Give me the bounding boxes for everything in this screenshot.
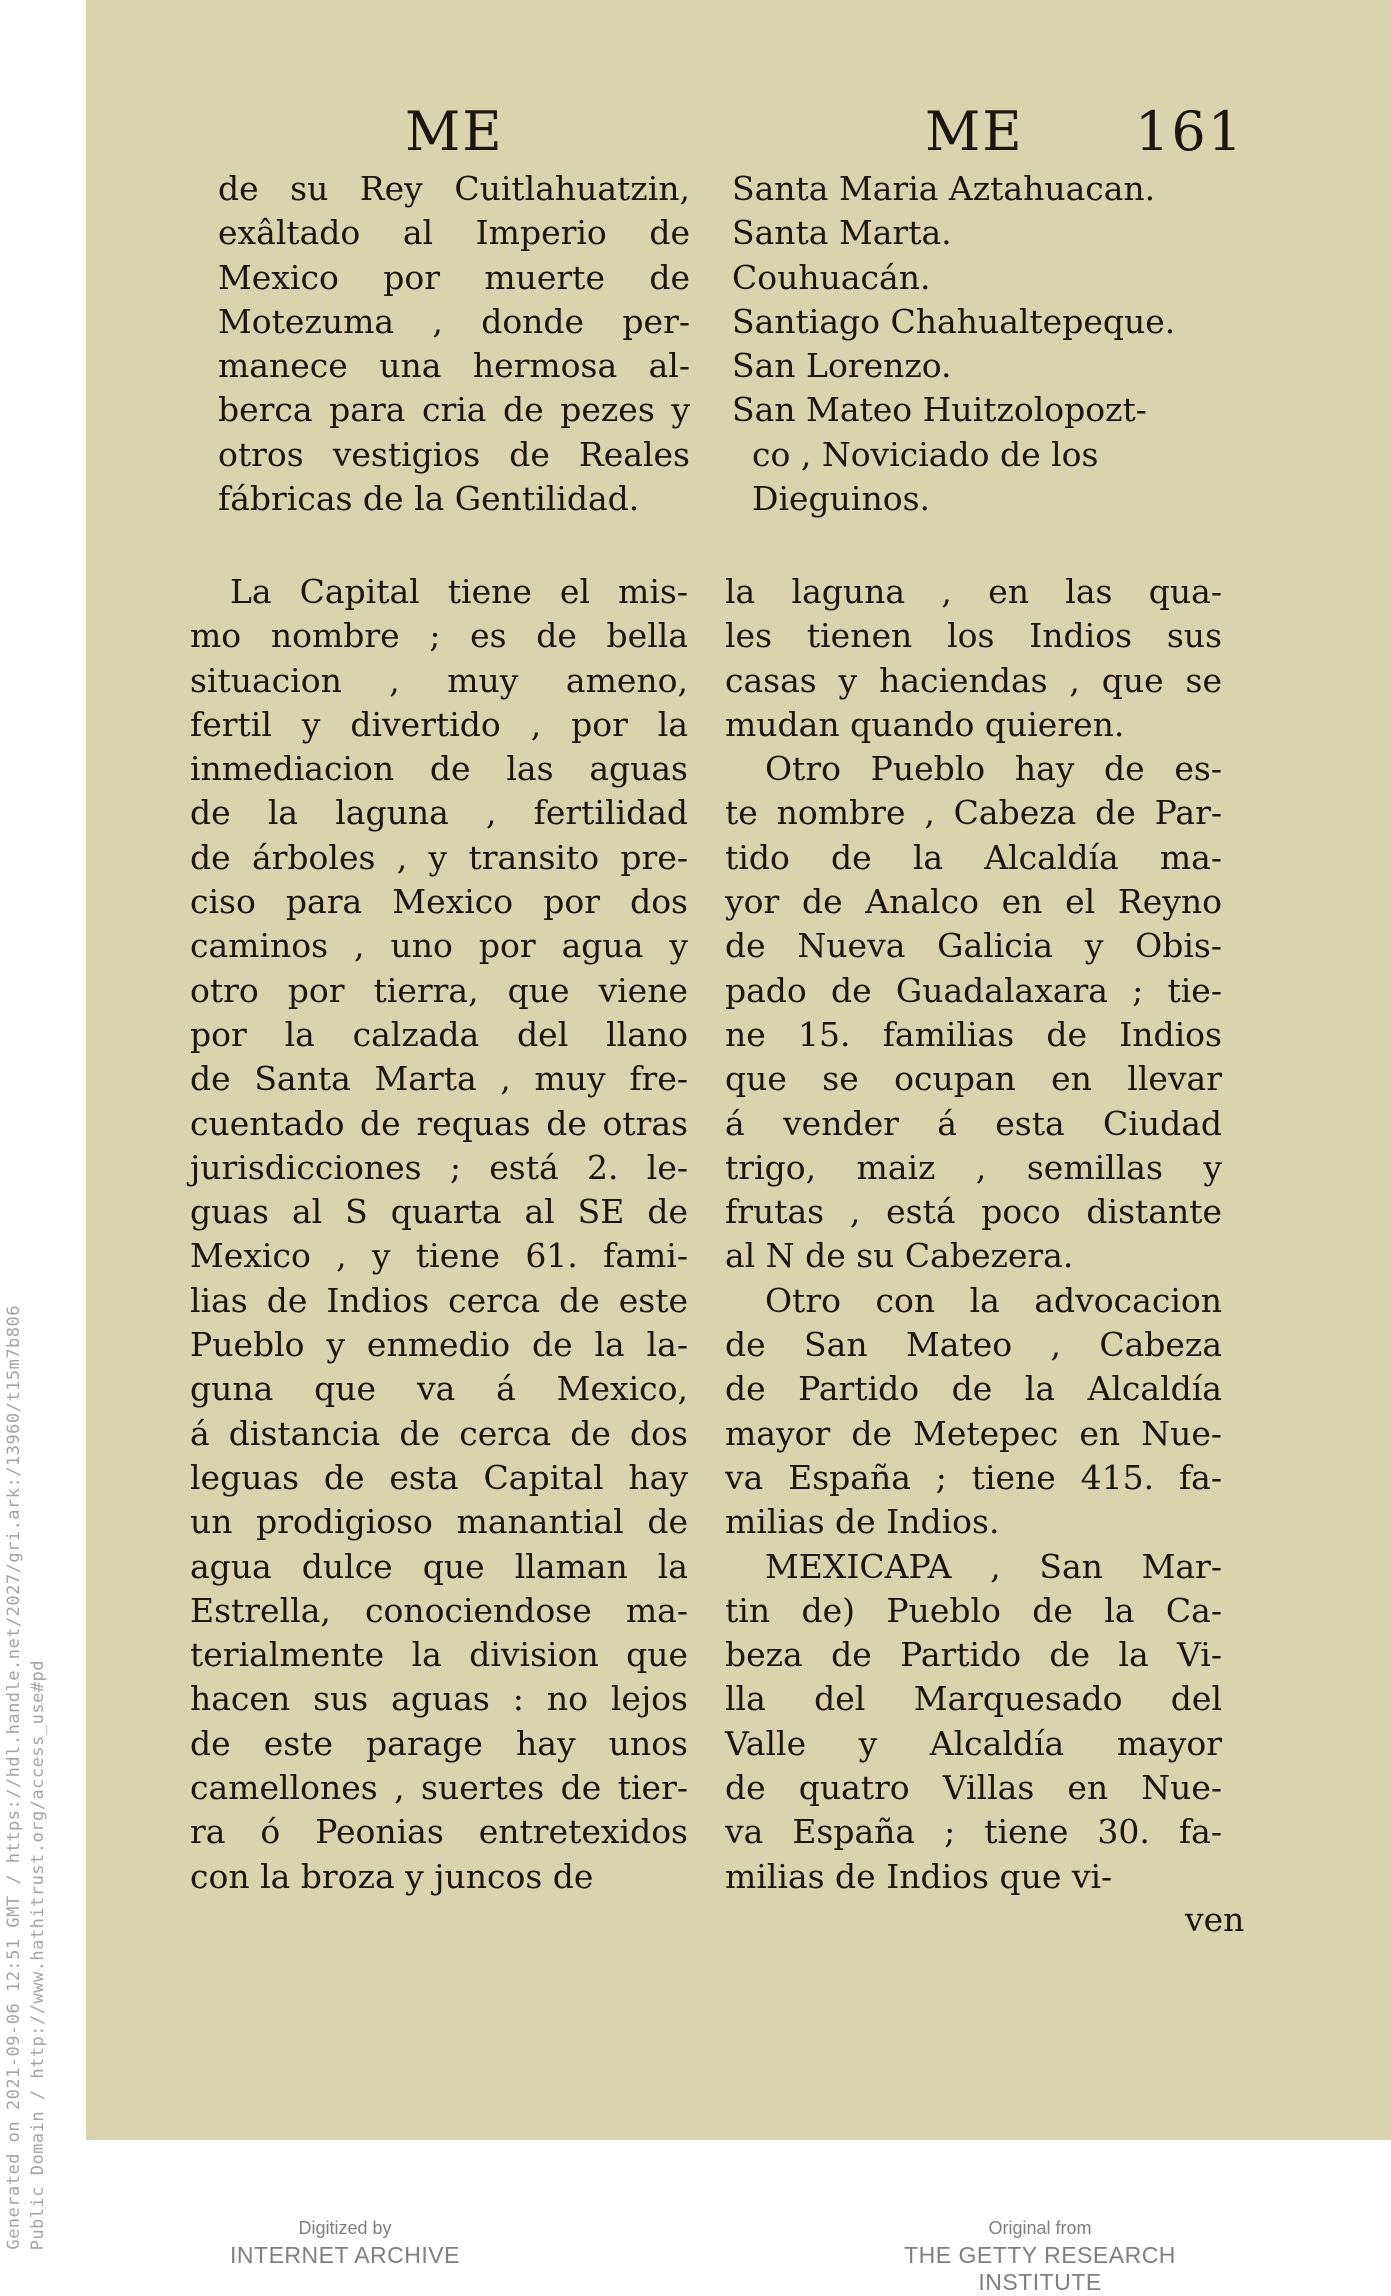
right-column-block-2 [725, 570, 1222, 1899]
text-line: jurisdicciones ; está 2. le- [190, 1147, 688, 1187]
text-line: va España ; tiene 30. fa- [725, 1812, 1222, 1852]
text-line: Estrella, conociendose ma- [190, 1590, 688, 1630]
text-line: yor de Analco en el Reyno [725, 882, 1222, 922]
text-line: La Capital tiene el mis- [230, 572, 688, 611]
right-column-block-1 [732, 167, 1222, 521]
text-line: tin de) Pueblo de la Ca- [725, 1590, 1222, 1630]
text-line: de Santa Marta , muy fre- [190, 1059, 688, 1099]
left-column-block-2 [190, 570, 688, 1899]
text-line: con la broza y juncos de [190, 1856, 594, 1896]
text-line: ne 15. familias de Indios [725, 1014, 1222, 1054]
text-line: Mexico , y tiene 61. fami- [190, 1236, 688, 1276]
text-line: camellones , suertes de tier- [190, 1768, 688, 1808]
footer-digitized-by [230, 2218, 460, 2269]
text-line: les tienen los Indios sus [725, 616, 1222, 656]
text-line: hacen sus aguas : no lejos [190, 1679, 688, 1719]
text-line: co , Noviciado de los [752, 434, 1099, 474]
text-line: mudan quando quieren. [725, 704, 1125, 744]
text-line: Santa Maria Aztahuacan. [732, 169, 1156, 208]
text-line: que se ocupan en llevar [725, 1059, 1222, 1099]
text-line: al N de su Cabezera. [725, 1236, 1074, 1276]
text-line: Couhuacán. [732, 257, 931, 297]
watermark-line: Public Domain / http://www.hathitrust.org/access_use#pd [28, 1659, 48, 2250]
text-line: de la laguna , fertilidad [190, 793, 688, 833]
text-line: Otro con la advocacion [765, 1280, 1222, 1320]
text-line: milias de Indios. [725, 1502, 1000, 1542]
footer-label: Original from [988, 2218, 1092, 2238]
text-line: inmediacion de las aguas [190, 749, 688, 789]
text-line: de este parage hay unos [190, 1723, 688, 1763]
text-line: Otro Pueblo hay de es- [765, 749, 1222, 789]
text-line: la laguna , en las qua- [725, 572, 1222, 611]
text-line: de San Mateo , Cabeza [725, 1325, 1222, 1365]
footer-original-from [850, 2218, 1230, 2296]
text-line: Mexico por muerte de [218, 257, 690, 297]
text-line: va España ; tiene 415. fa- [725, 1457, 1222, 1497]
text-line: casas y haciendas , que se [725, 660, 1222, 700]
text-line: leguas de esta Capital hay [190, 1457, 688, 1497]
text-line: Dieguinos. [752, 479, 931, 519]
header-left-word: ME [405, 100, 504, 163]
text-line: trigo, maiz , semillas y [725, 1147, 1222, 1187]
text-line: ciso para Mexico por dos [190, 882, 688, 922]
text-line: te nombre , Cabeza de Par- [725, 793, 1222, 833]
footer-source: THE GETTY RESEARCH INSTITUTE [904, 2242, 1176, 2295]
text-line: un prodigioso manantial de [190, 1502, 688, 1542]
text-line: pado de Guadalaxara ; tie- [725, 970, 1222, 1010]
text-line: de su Rey Cuitlahuatzin, [218, 169, 690, 208]
text-line: á distancia de cerca de dos [190, 1413, 688, 1453]
text-line: milias de Indios que vi- [725, 1856, 1113, 1896]
footer-source: INTERNET ARCHIVE [230, 2242, 460, 2268]
catchword: ven [1185, 1900, 1245, 1939]
text-line: ra ó Peonias entretexidos [190, 1812, 688, 1852]
text-line: de árboles , y transito pre- [190, 837, 688, 877]
text-line: por la calzada del llano [190, 1014, 688, 1054]
text-line: exâltado al Imperio de [218, 213, 690, 253]
text-line: guas al S quarta al SE de [190, 1192, 688, 1232]
text-line: agua dulce que llaman la [190, 1546, 688, 1586]
text-line: Pueblo y enmedio de la la- [190, 1325, 688, 1365]
text-line: fábricas de la Gentilidad. [218, 479, 640, 519]
text-line: frutas , está poco distante [725, 1192, 1222, 1232]
text-line: situacion , muy ameno, [190, 660, 688, 700]
text-line: mayor de Metepec en Nue- [725, 1413, 1222, 1453]
left-column-block-1 [218, 167, 690, 521]
text-line: caminos , uno por agua y [190, 926, 688, 966]
text-line: San Mateo Huitzolopozt- [732, 390, 1147, 430]
watermark-line: Generated on 2021-09-06 12:51 GMT / https://hdl.handle.net/2027/gri.ark:/13960/t15m7b806 [4, 1305, 24, 2250]
text-line: terialmente la division que [190, 1635, 688, 1675]
text-line: Santa Marta. [732, 213, 952, 253]
text-line: otro por tierra, que viene [190, 970, 688, 1010]
watermark [0, 1130, 60, 2250]
text-line: berca para cria de pezes y [218, 390, 690, 430]
text-line: Santiago Chahualtepeque. [732, 301, 1176, 341]
text-line: manece una hermosa al- [218, 346, 690, 386]
text-line: fertil y divertido , por la [190, 704, 688, 744]
text-line: tido de la Alcaldía ma- [725, 837, 1222, 877]
text-line: de Nueva Galicia y Obis- [725, 926, 1222, 966]
text-line: lla del Marquesado del [725, 1679, 1222, 1719]
text-line: mo nombre ; es de bella [190, 616, 688, 656]
text-line: otros vestigios de Reales [218, 434, 690, 474]
text-line: MEXICAPA , San Mar- [765, 1546, 1222, 1586]
text-line: guna que va á Mexico, [190, 1369, 688, 1409]
text-line: Motezuma , donde per- [218, 301, 690, 341]
text-line: de Partido de la Alcaldía [725, 1369, 1222, 1409]
footer-label: Digitized by [298, 2218, 392, 2238]
text-line: de quatro Villas en Nue- [725, 1768, 1222, 1808]
page-number: 161 [1135, 100, 1245, 163]
text-line: San Lorenzo. [732, 346, 952, 386]
text-line: lias de Indios cerca de este [190, 1280, 688, 1320]
text-line: beza de Partido de la Vi- [725, 1635, 1222, 1675]
text-line: á vender á esta Ciudad [725, 1103, 1222, 1143]
text-line: cuentado de requas de otras [190, 1103, 688, 1143]
text-line: Valle y Alcaldía mayor [725, 1723, 1222, 1763]
header-right-word: ME [925, 100, 1024, 163]
